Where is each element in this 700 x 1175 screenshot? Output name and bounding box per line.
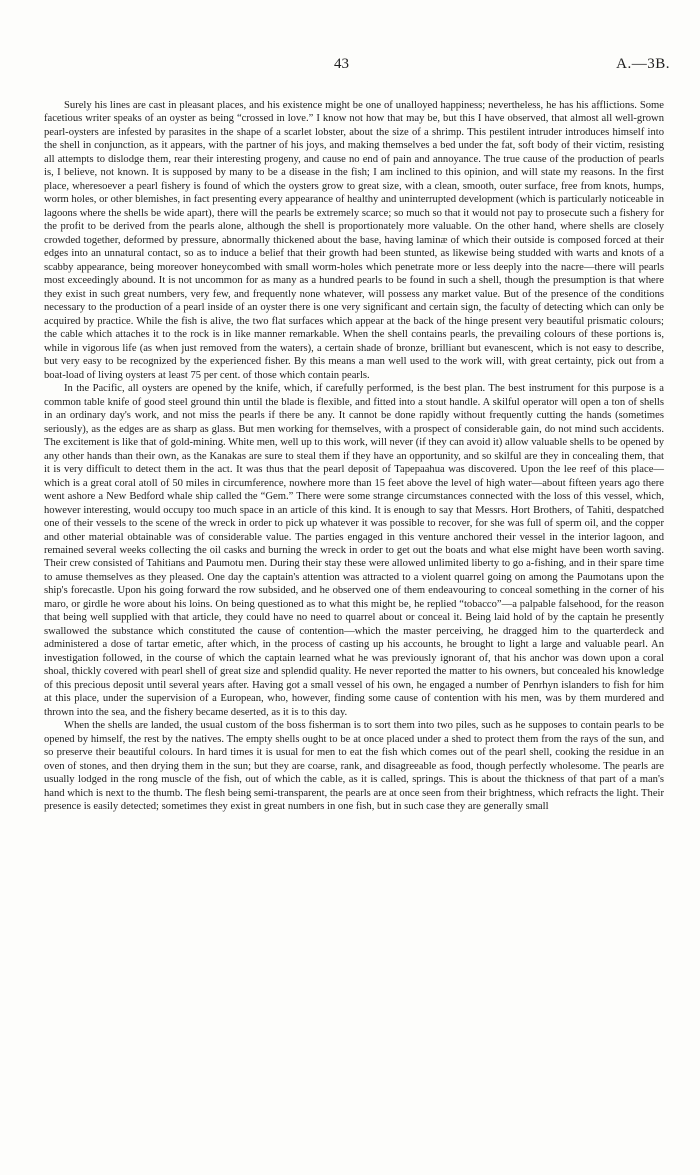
page-number: 43 xyxy=(334,56,349,72)
paragraph: Surely his lines are cast in pleasant places, and his existence might be one of unalloyed happiness; nevertheless, he has his afflictions. Some facetious writer speaks of an oyster as being “crossed in love.” I know not how that may be, but this I have observed, that almost all well-grown pearl-oysters are infested by parasites in the shape of a scarlet lobster, about the size of a shrimp. This pestilent intruder introduces himself into the shell in conjunction, as it appears, with the partner of his joys, and making themselves a bed under the fat, soft body of their victim, resisting all attempts to dislodge them, rear their interesting progeny, and cause no end of pain and annoyance. The true cause of the production of pearls is, I believe, not known. It is supposed by many to be a disease in the fish; I am inclined to this opinion, and will state my reasons. In the first place, wheresoever a pearl fishery is found of which the oysters grow to great size, with a clean, smooth, outer surface, free from knots, humps, worm holes, or other blemishes, in fact presenting every appearance of healthy and uninterrupted development (which is particularly noticeable in lagoons where the shells be wide apart), there will the pearls be extremely scarce; so much so that it would not pay to prosecute such a fishery for the profit to be derived from the pearls alone, although the shell is proportionately more valuable. On the other hand, where shells are closely crowded together, deformed by pressure, abnormally thickened about the base, having laminæ of which their outside is composed forced at their edges into an unnatural contact, so as to induce a belief that their growth had been stunted, as likewise being studded with warts and knots of a scabby appearance, being moreover honeycombed with small worm-holes which penetrate more or less deeply into the nacre—there will pearls most exceedingly abound. It is not uncommon for as many as a hundred pearls to be found in such a shell, though the presumption is that where they exist in such great numbers, very few, and frequently none whatever, will possess any market value. But of the presence of the conditions necessary to the production of a pearl inside of an oyster there is one very significant and certain sign, the faculty of detecting which can only be acquired by practice. While the fish is alive, the two flat surfaces which appear at the back of the hinge present very beautiful prismatic colours; the cable which attaches it to the rock is in like manner remarkable. When the shell contains pearls, the prevailing colours of these portions is, while in vigorous life (as when just removed from the waters), a certain shade of bronze, brilliant but evanescent, which is not easy to describe, but very easy to be recognized by the experienced fisher. By this means a man well used to the work will, with great certainty, pick out from a boat-load of living oysters at least 75 per cent. of those which contain pearls. xyxy=(44,100,664,381)
document-reference: A.—3B. xyxy=(616,56,670,72)
paragraph: When the shells are landed, the usual custom of the boss fisherman is to sort them into two piles, such as he supposes to contain pearls to be opened by himself, the rest by the natives. The empty shells ought to be at once placed under a shed to protect them from the rays of the sun, and so preserve their beautiful colours. In hard times it is usual for men to eat the fish which comes out of the pearl shell, cooking the residue in an oven of stones, and then drying them in the sun; but they are coarse, rank, and disagreeable as food, though perfectly wholesome. The pearls are usually lodged in the rong muscle of the fish, out of which the cable, as it is called, springs. This is about the thickness of that part of a man's hand which is next to the thumb. The flesh being semi-transparent, the pearls are at once seen from their brightness, which refracts the light. Their presence is easily detected; sometimes they exist in great numbers in one fish, but in such case they are generally small xyxy=(44,720,664,813)
paragraph: In the Pacific, all oysters are opened by the knife, which, if carefully performed, is the best plan. The best instrument for this purpose is a common table knife of good steel ground thin until the blade is flexible, and fitted into a stout handle. A skilful operator will open a ton of shells in an ordinary day's work, and not miss the pearls if there be any. It cannot be done rapidly without frequently cutting the hands (sometimes seriously), as the edges are as sharp as glass. But men working for themselves, with a prospect of considerable gain, do not mind such accidents. The excitement is like that of gold-mining. White men, well up to this work, will never (if they can avoid it) allow valuable shells to be opened by any other hands than their own, as the Kanakas are sure to steal them if they have an opportunity, and so skilful are they in concealing them, that it is very difficult to detect them in the act. It was thus that the pearl deposit of Tapepaahua was discovered. Upon the lee reef of this place—which is a great coral atoll of 50 miles in circumference, nowhere more than 15 feet above the level of high water—about fifteen years ago there went ashore a New Bedford whale ship called the “Gem.” There were some strange circumstances connected with the loss of this vessel, which, however interesting, would occupy too much space in an article of this kind. It is enough to say that Messrs. Hort Brothers, of Tahiti, despatched one of their vessels to the scene of the wreck in order to pick up whatever it was possible to recover, for she was full of sperm oil, and the copper and other material obtainable was of considerable value. The parties engaged in this venture anchored their vessel in the interior lagoon, and remained several weeks collecting the oil casks and burning the wreck in order to get out the boats and what else might have been worth saving. Their crew consisted of Tahitians and Paumotu men. During their stay these were allowed unlimited liberty to go a-fishing, and in their spare time to amuse themselves as they pleased. One day the captain's attention was attracted to a violent quarrel going on among the Paumotans upon the ship's forecastle. Upon his going forward the row subsided, and he observed one of them endeavouring to conceal something in the corner of his maro, or girdle he wore about his loins. On being questioned as to what this might be, he replied “tobacco”—a palpable falsehood, for the reason that being well supplied with that article, they could have no need to quarrel about or conceal it. Being laid hold of by the captain he presently swallowed the substance which constituted the cause of contention—which the master perceiving, he dragged him to the quarterdeck and administered a dose of tartar emetic, after which, in the process of casting up his accounts, he brought to light a large and valuable pearl. An investigation followed, in the course of which the captain learned what he was previously ignorant of, that his anchor was down upon a coral shoal, thickly covered with pearl shell of great size and splendid quality. He never reported the matter to his owners, but concealed his knowledge of this precious deposit until several years after. Having got a small vessel of his own, he engaged a number of Penrhyn islanders to fish for him at this place, under the supervision of a European, who, however, finding some cause of contention with his men, was by them murdered and thrown into the sea, and the fishery became deserted, as it is to this day. xyxy=(44,383,664,718)
body-text xyxy=(44,99,664,814)
page-header xyxy=(0,56,700,78)
